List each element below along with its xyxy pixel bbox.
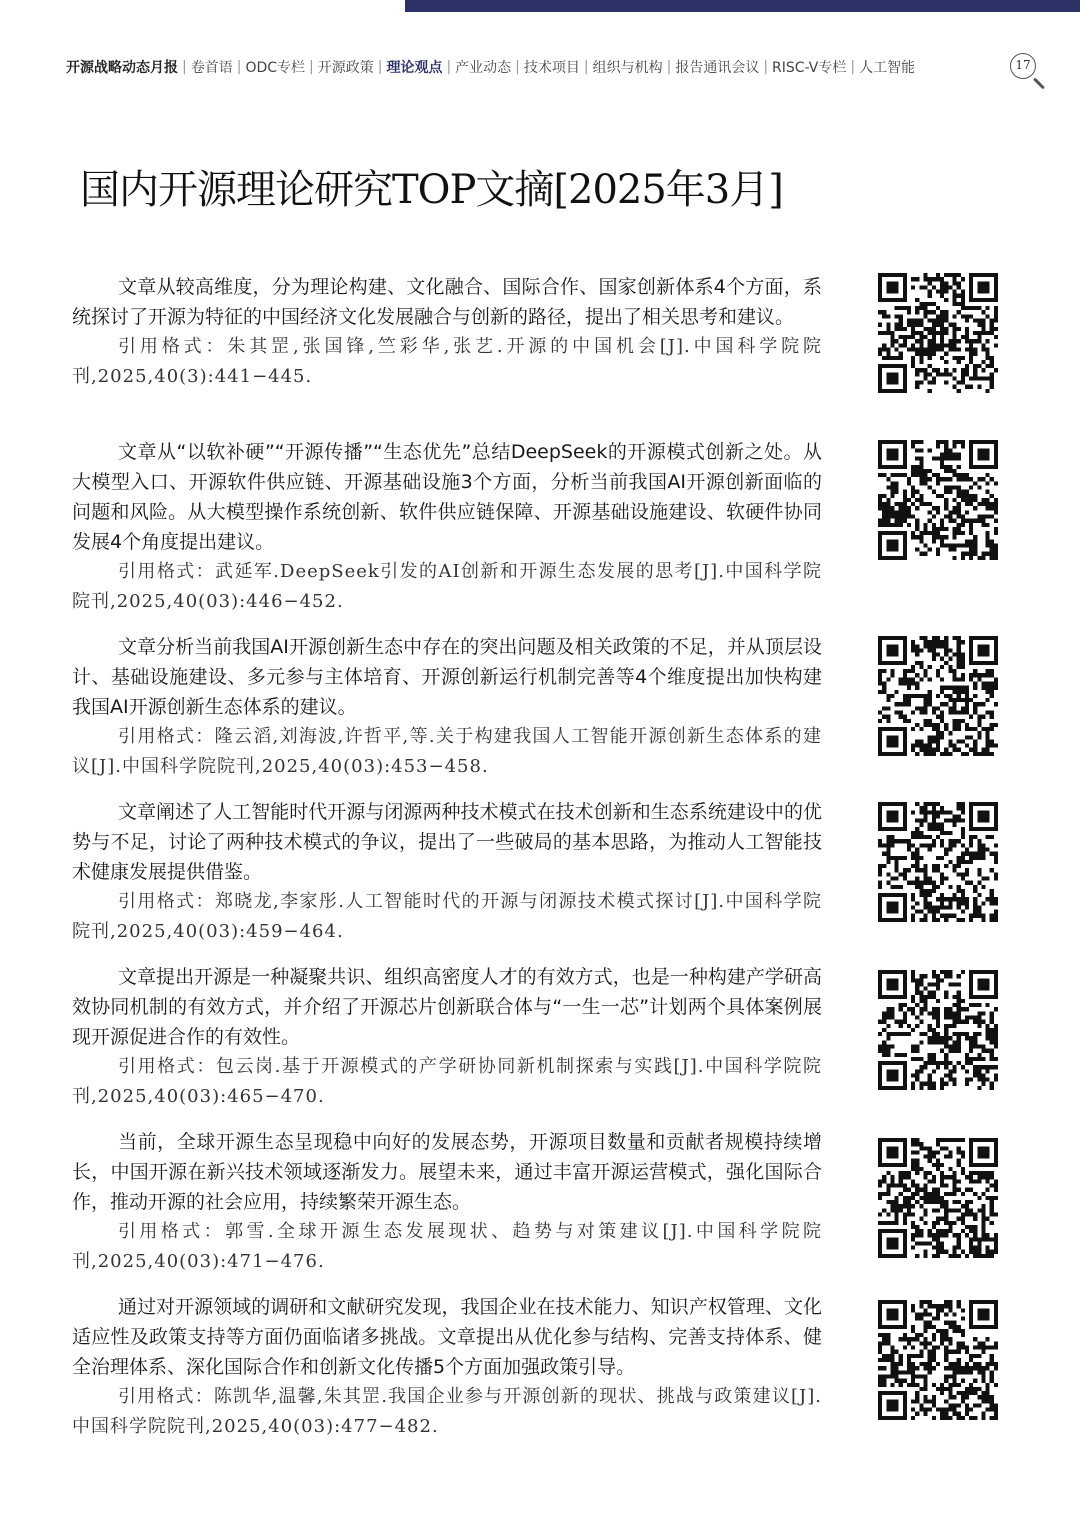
entry-summary: 文章从较高维度，分为理论构建、文化融合、国际合作、国家创新体系4个方面，系统探讨了开源为特征的中国经济文化发展融合与创新的路径，提出了相关思考和建议。 <box>72 276 822 328</box>
nav-item-policy[interactable]: 开源政策 <box>317 60 374 76</box>
nav-item-org[interactable]: 组织与机构 <box>592 60 663 76</box>
qr-code-icon[interactable] <box>878 1138 998 1258</box>
nav-item-odc[interactable]: ODC专栏 <box>245 60 306 76</box>
abstract-entry <box>72 632 822 782</box>
entry-citation: 引用格式：郭雪.全球开源生态发展现状、趋势与对策建议[J].中国科学院院刊,2025,40(03):471−476. <box>72 1221 822 1272</box>
entry-summary: 文章从“以软补硬”“开源传播”“生态优先”总结DeepSeek的开源模式创新之处。从大模型入口、开源软件供应链、开源基础设施3个方面，分析当前我国AI开源创新面临的问题和风险。从大模型操作系统创新、软件供应链保障、开源基础设施建设、软硬件协同发展4个角度提出建议。 <box>72 441 822 553</box>
entry-summary: 通过对开源领域的调研和文献研究发现，我国企业在技术能力、知识产权管理、文化适应性及政策支持等方面仍面临诸多挑战。文章提出从优化参与结构、完善支持体系、健全治理体系、深化国际合作和创新文化传播5个方面加强政策引导。 <box>72 1296 822 1378</box>
qr-code-icon[interactable] <box>878 440 998 560</box>
abstract-entry <box>72 962 822 1112</box>
page-title: 国内开源理论研究TOP文摘[2025年3月] <box>80 167 783 213</box>
entry-citation: 引用格式：郑晓龙,李家彤.人工智能时代的开源与闭源技术模式探讨[J].中国科学院院刊,2025,40(03):459−464. <box>72 891 822 942</box>
nav-item-preface[interactable]: 卷首语 <box>190 60 233 76</box>
nav-item-theory[interactable]: 理论观点 <box>386 60 443 76</box>
magnifier-handle-icon <box>1033 77 1045 89</box>
entry-summary: 文章分析当前我国AI开源创新生态中存在的突出问题及相关政策的不足，并从顶层设计、基础设施建设、多元参与主体培育、开源创新运行机制完善等4个维度提出加快构建我国AI开源创新生态体系的建议。 <box>72 636 822 718</box>
page-number-badge <box>1010 50 1050 90</box>
entry-citation: 引用格式：朱其罡,张国锋,竺彩华,张艺.开源的中国机会[J].中国科学院院刊,2025,40(3):441−445. <box>72 336 822 387</box>
entry-summary: 当前，全球开源生态呈现稳中向好的发展态势，开源项目数量和贡献者规模持续增长，中国开源在新兴技术领域逐渐发力。展望未来，通过丰富开源运营模式，强化国际合作，推动开源的社会应用，持续繁荣开源生态。 <box>72 1131 822 1213</box>
entry-citation: 引用格式：武延军.DeepSeek引发的AI创新和开源生态发展的思考[J].中国科学院院刊,2025,40(03):446−452. <box>72 561 822 612</box>
top-accent-bar <box>405 0 1080 12</box>
nav-item-tech[interactable]: 技术项目 <box>523 60 580 76</box>
entry-citation: 引用格式：包云岗.基于开源模式的产学研协同新机制探索与实践[J].中国科学院院刊,2025,40(03):465−470. <box>72 1056 822 1107</box>
qr-code-icon[interactable] <box>878 970 998 1090</box>
nav-item-riscv[interactable]: RISC-V专栏 <box>772 60 847 76</box>
qr-code-icon[interactable] <box>878 273 998 393</box>
entry-summary: 文章阐述了人工智能时代开源与闭源两种技术模式在技术创新和生态系统建设中的优势与不足，讨论了两种技术模式的争议，提出了一些破局的基本思路，为推动人工智能技术健康发展提供借鉴。 <box>72 801 822 883</box>
abstract-entry <box>72 1127 822 1277</box>
abstract-entry <box>72 272 822 392</box>
page-number: 17 <box>1010 53 1036 79</box>
qr-code-icon[interactable] <box>878 1300 998 1420</box>
abstract-entry <box>72 437 822 617</box>
entry-citation: 引用格式：隆云滔,刘海波,许哲平,等.关于构建我国人工智能开源创新生态体系的建议[J].中国科学院院刊,2025,40(03):453−458. <box>72 726 822 777</box>
brand-title: 开源战略动态月报 <box>66 60 178 76</box>
nav-item-industry[interactable]: 产业动态 <box>455 60 512 76</box>
qr-code-icon[interactable] <box>878 802 998 922</box>
section-nav: 开源战略动态月报 | 卷首语 | ODC专栏 | 开源政策 | 理论观点 | 产业动态 | 技术项目 | 组织与机构 | 报告通讯会议 | RISC-V专栏 | 人工智能 <box>66 59 916 76</box>
entry-summary: 文章提出开源是一种凝聚共识、组织高密度人才的有效方式，也是一种构建产学研高效协同机制的有效方式，并介绍了开源芯片创新联合体与“一生一芯”计划两个具体案例展现开源促进合作的有效性。 <box>72 966 822 1048</box>
abstract-entry <box>72 797 822 947</box>
abstract-entry <box>72 1292 822 1442</box>
nav-item-ai[interactable]: 人工智能 <box>859 60 916 76</box>
nav-item-report[interactable]: 报告通讯会议 <box>675 60 760 76</box>
qr-code-icon[interactable] <box>878 636 998 756</box>
entry-citation: 引用格式：陈凯华,温馨,朱其罡.我国企业参与开源创新的现状、挑战与政策建议[J].中国科学院院刊,2025,40(03):477−482. <box>72 1386 822 1437</box>
